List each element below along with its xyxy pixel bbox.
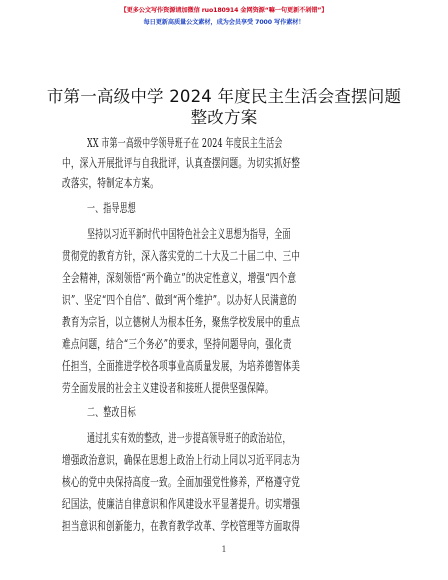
body-line: 纪国法，使廉洁自律意识和作风建设水平显著提升。切实增强 — [62, 497, 301, 511]
document-title-line2: 整改方案 — [190, 108, 258, 127]
section-heading: 二、整改目标 — [87, 405, 136, 419]
promo-banner-line2: 每日更新高质量公文素材，成为会员享受 7000 写作素材！ — [143, 19, 305, 26]
body-line: XX 市第一高级中学领导班子在 2024 年度民主生活会 — [87, 136, 283, 150]
body-line: 增强政治意识，确保在思想上政治上行动上同以习近平同志为 — [62, 453, 301, 467]
page-number: 1 — [221, 545, 227, 554]
body-line: 中，深入开展批评与自我批评，认真查摆问题。为切实抓好整 — [62, 156, 301, 170]
body-line: 坚持以习近平新时代中国特色社会主义思想为指导，全面 — [87, 227, 291, 241]
document-title-line1: 市第一高级中学 2024 年度民主生活会查摆问题 — [46, 87, 402, 106]
body-line: 通过扎实有效的整改，进一步提高领导班子的政治站位， — [87, 431, 291, 445]
promo-banner-line1: 【更多公文写作资源请加微信 ruo180914 金网资源“嘛一句更新不剁错”】 — [120, 7, 328, 14]
body-line: 改落实，特制定本方案。 — [62, 176, 160, 190]
body-line: 担当意识和创新能力，在教育教学改革、学校管理等方面取得 — [62, 519, 301, 533]
body-line: 贯彻党的教育方针，深入落实党的二十大及二十届二中、三中 — [62, 249, 301, 263]
body-line: 任担当，全面推进学校各项事业高质量发展，为培养德智体美 — [62, 359, 301, 373]
body-line: 识”、坚定“四个自信”、做到“两个维护”。以办好人民满意的 — [62, 293, 297, 307]
section-heading: 一、指导思想 — [87, 201, 136, 215]
body-line: 难点问题，结合“三个务必”的要求，坚持问题导向，强化责 — [62, 337, 292, 351]
body-line: 劳全面发展的社会主义建设者和接班人提供坚强保障。 — [62, 381, 274, 395]
body-line: 教育为宗旨，以立德树人为根本任务，聚焦学校发展中的重点 — [62, 315, 301, 329]
body-line: 全会精神，深刻领悟“两个确立”的决定性意义，增强“四个意 — [62, 271, 297, 285]
body-line: 核心的党中央保持高度一致。全面加强党性修养，严格遵守党 — [62, 475, 301, 489]
